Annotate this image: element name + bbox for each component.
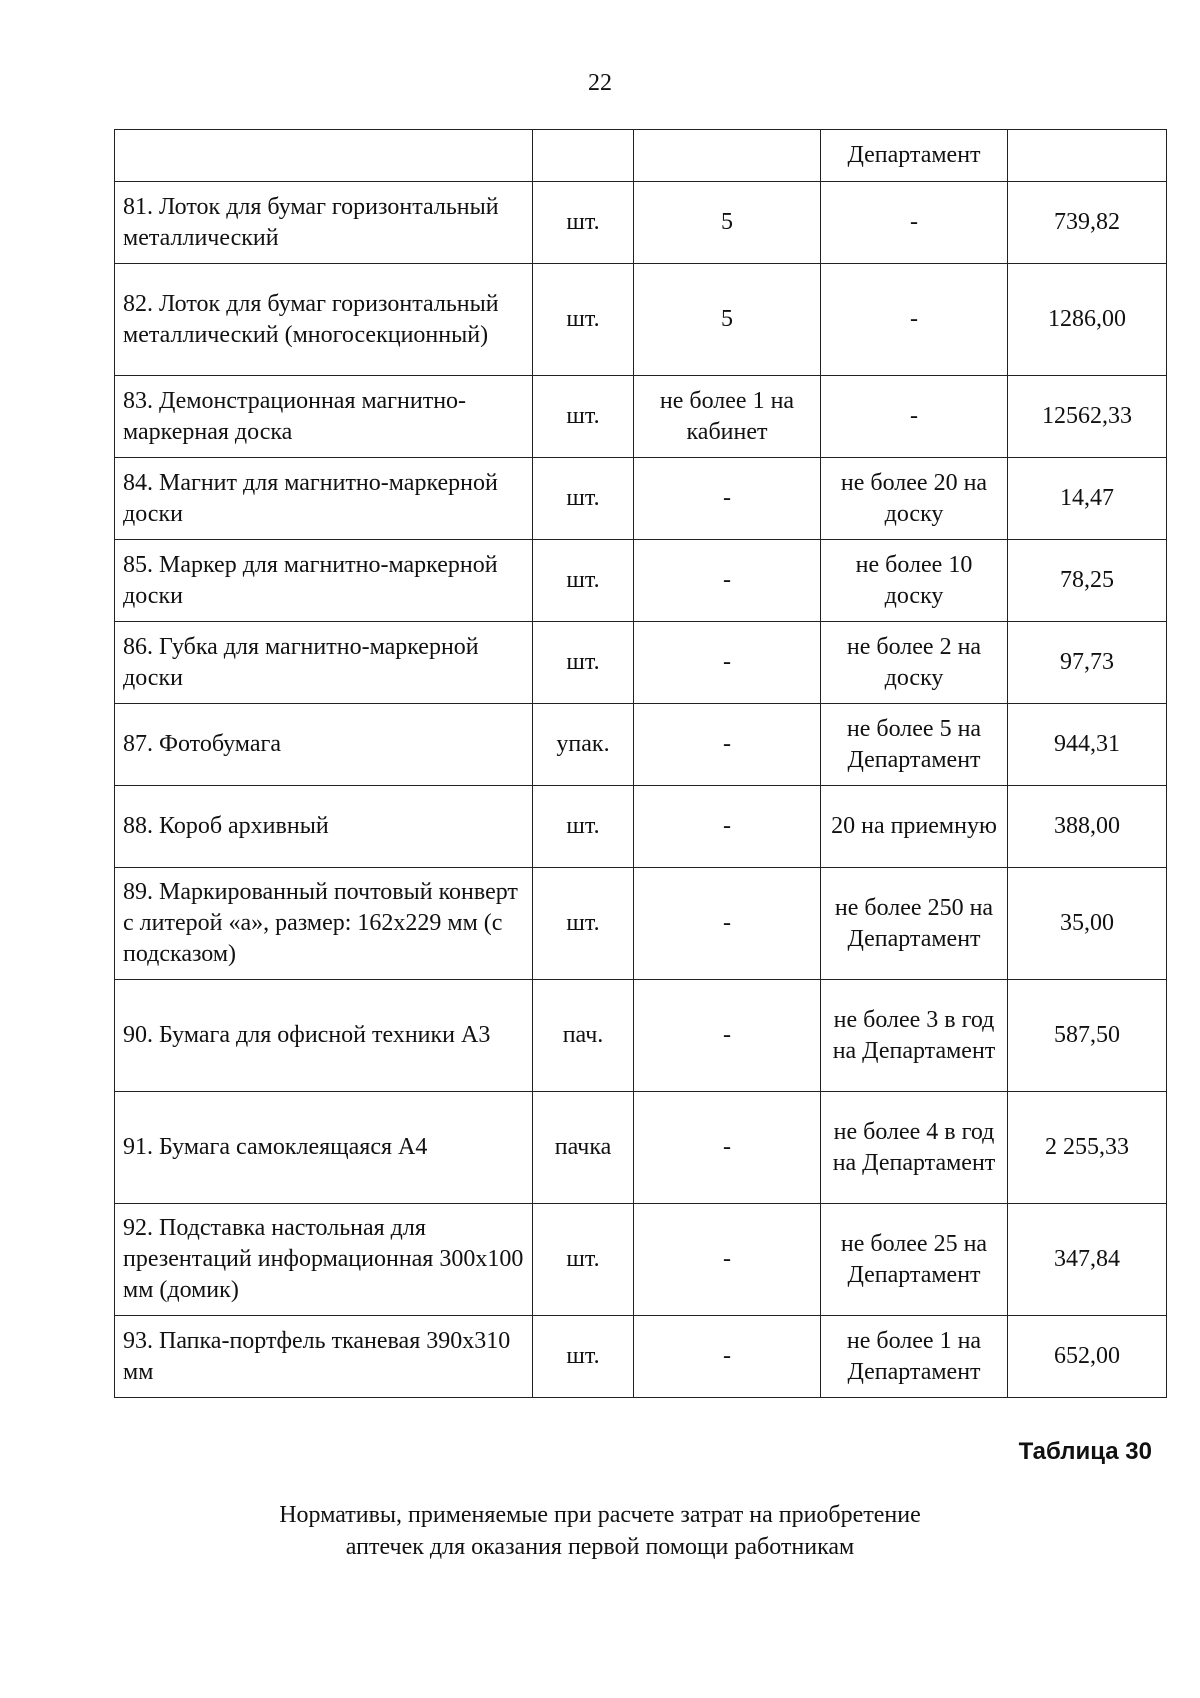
- page-number: 22: [588, 70, 612, 96]
- item-dept-norm: не более 10 доску: [821, 540, 1008, 622]
- table-row: [115, 1204, 1167, 1316]
- item-price: 944,31: [1008, 704, 1167, 786]
- table-row: [115, 1092, 1167, 1204]
- item-qty: не более 1 на кабинет: [634, 376, 821, 458]
- item-unit: шт.: [533, 540, 634, 622]
- item-price: 587,50: [1008, 980, 1167, 1092]
- header-cell: [115, 130, 533, 182]
- table-caption-line: Нормативы, применяемые при расчете затрат на приобретение: [279, 1502, 921, 1528]
- item-price: 97,73: [1008, 622, 1167, 704]
- item-dept-norm: не более 250 на Департамент: [821, 868, 1008, 980]
- item-unit: шт.: [533, 376, 634, 458]
- item-unit: пачка: [533, 1092, 634, 1204]
- item-unit: шт.: [533, 786, 634, 868]
- table-row: [115, 704, 1167, 786]
- item-dept-norm: не более 1 на Департамент: [821, 1316, 1008, 1398]
- item-name: 87. Фотобумага: [115, 704, 533, 786]
- header-cell-department: Департамент: [821, 130, 1008, 182]
- table-row: [115, 1316, 1167, 1398]
- item-dept-norm: не более 2 на доску: [821, 622, 1008, 704]
- item-dept-norm: не более 4 в год на Департамент: [821, 1092, 1008, 1204]
- item-qty: -: [634, 1092, 821, 1204]
- item-qty: -: [634, 622, 821, 704]
- item-unit: шт.: [533, 264, 634, 376]
- item-name: 85. Маркер для магнитно-маркерной доски: [115, 540, 533, 622]
- item-qty: -: [634, 540, 821, 622]
- item-unit: шт.: [533, 622, 634, 704]
- item-qty: 5: [634, 264, 821, 376]
- item-qty: -: [634, 1204, 821, 1316]
- item-dept-norm: не более 20 на доску: [821, 458, 1008, 540]
- item-price: 2 255,33: [1008, 1092, 1167, 1204]
- item-unit: упак.: [533, 704, 634, 786]
- table-row: [115, 868, 1167, 980]
- table-number-label: Таблица 30: [1018, 1438, 1152, 1465]
- item-name: 89. Маркированный почтовый конверт с литерой «а», размер: 162х229 мм (с подсказом): [115, 868, 533, 980]
- item-name: 91. Бумага самоклеящаяся А4: [115, 1092, 533, 1204]
- item-name: 83. Демонстрационная магнитно-маркерная доска: [115, 376, 533, 458]
- item-dept-norm: не более 5 на Департамент: [821, 704, 1008, 786]
- item-unit: пач.: [533, 980, 634, 1092]
- item-name: 81. Лоток для бумаг горизонтальный металлический: [115, 182, 533, 264]
- item-price: 388,00: [1008, 786, 1167, 868]
- item-price: 14,47: [1008, 458, 1167, 540]
- item-price: 652,00: [1008, 1316, 1167, 1398]
- item-name: 88. Короб архивный: [115, 786, 533, 868]
- header-cell: [634, 130, 821, 182]
- table-row: [115, 786, 1167, 868]
- header-cell: [1008, 130, 1167, 182]
- table-row: [115, 264, 1167, 376]
- item-qty: -: [634, 786, 821, 868]
- item-dept-norm: -: [821, 376, 1008, 458]
- table-row: [115, 458, 1167, 540]
- table-caption-line: аптечек для оказания первой помощи работникам: [345, 1534, 855, 1560]
- item-unit: шт.: [533, 458, 634, 540]
- table-row: [115, 540, 1167, 622]
- item-dept-norm: не более 3 в год на Департамент: [821, 980, 1008, 1092]
- item-qty: -: [634, 1316, 821, 1398]
- item-dept-norm: -: [821, 264, 1008, 376]
- item-dept-norm: не более 25 на Департамент: [821, 1204, 1008, 1316]
- item-name: 86. Губка для магнитно-маркерной доски: [115, 622, 533, 704]
- item-price: 739,82: [1008, 182, 1167, 264]
- norms-table: [114, 129, 1167, 1398]
- item-price: 347,84: [1008, 1204, 1167, 1316]
- item-dept-norm: 20 на приемную: [821, 786, 1008, 868]
- item-price: 1286,00: [1008, 264, 1167, 376]
- item-qty: -: [634, 980, 821, 1092]
- item-price: 12562,33: [1008, 376, 1167, 458]
- item-name: 93. Папка-портфель тканевая 390х310 мм: [115, 1316, 533, 1398]
- table-row: [115, 376, 1167, 458]
- item-unit: шт.: [533, 182, 634, 264]
- header-cell: [533, 130, 634, 182]
- item-qty: -: [634, 458, 821, 540]
- item-price: 78,25: [1008, 540, 1167, 622]
- item-name: 92. Подставка настольная для презентаций информационная 300х100 мм (домик): [115, 1204, 533, 1316]
- item-dept-norm: -: [821, 182, 1008, 264]
- table-row: [115, 622, 1167, 704]
- item-qty: -: [634, 868, 821, 980]
- item-price: 35,00: [1008, 868, 1167, 980]
- table-row: [115, 182, 1167, 264]
- item-qty: -: [634, 704, 821, 786]
- table-caption: [0, 1499, 1200, 1563]
- item-qty: 5: [634, 182, 821, 264]
- item-name: 84. Магнит для магнитно-маркерной доски: [115, 458, 533, 540]
- item-name: 82. Лоток для бумаг горизонтальный металлический (многосекционный): [115, 264, 533, 376]
- item-unit: шт.: [533, 868, 634, 980]
- table-header-row: [115, 130, 1167, 182]
- table-row: [115, 980, 1167, 1092]
- item-unit: шт.: [533, 1316, 634, 1398]
- item-unit: шт.: [533, 1204, 634, 1316]
- item-name: 90. Бумага для офисной техники А3: [115, 980, 533, 1092]
